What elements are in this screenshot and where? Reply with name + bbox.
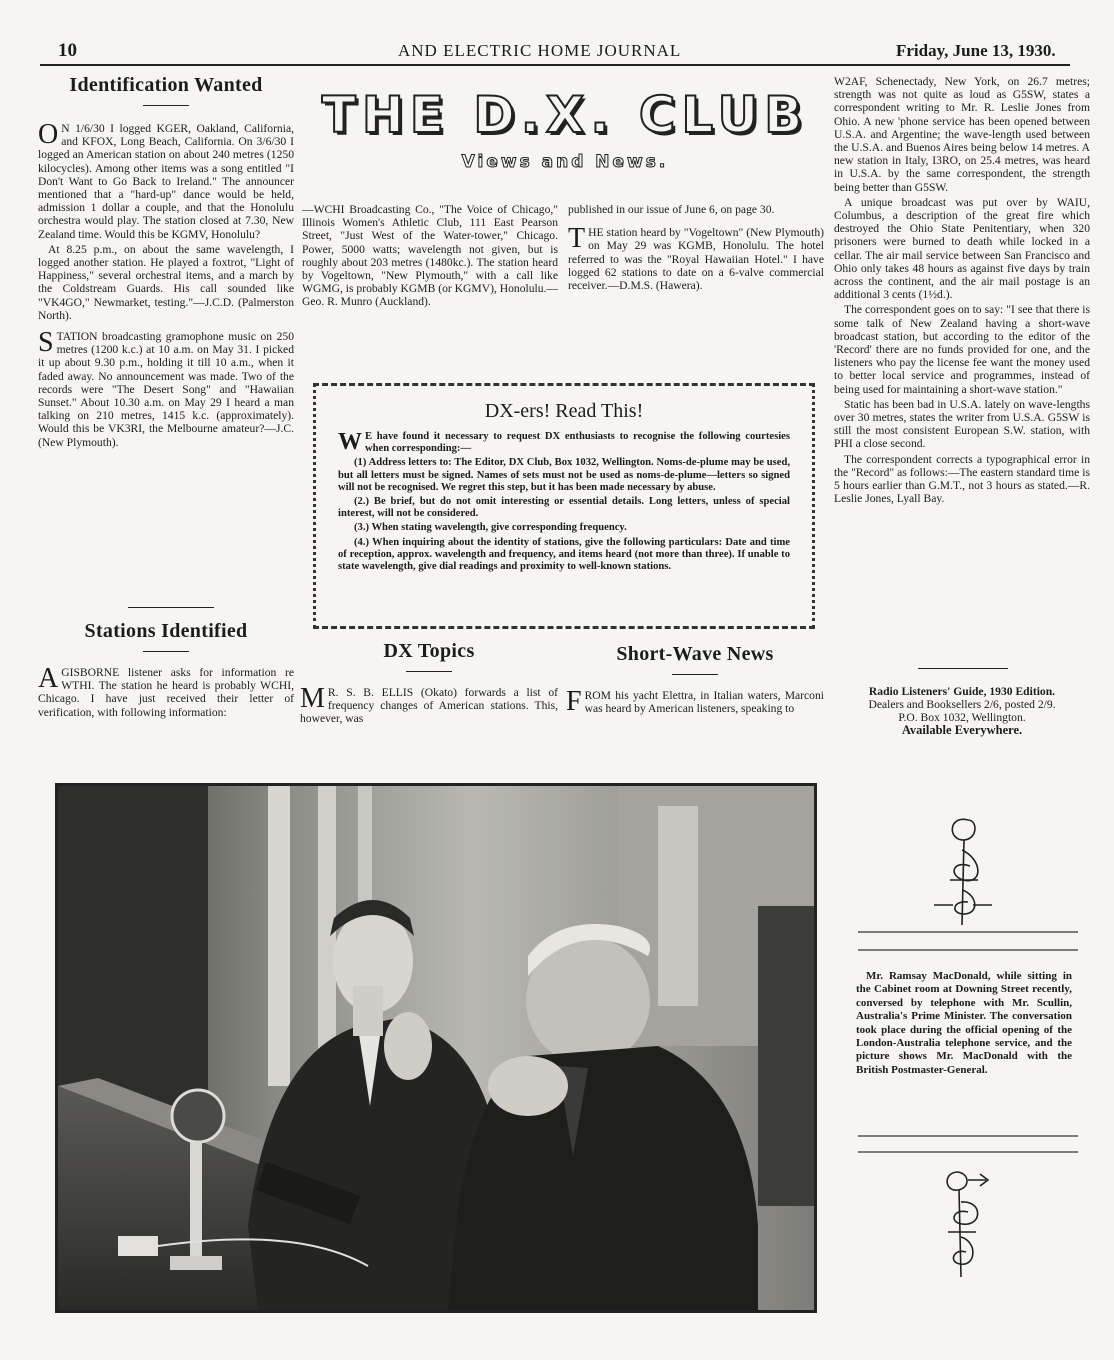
short-rule [143,105,189,106]
photo-caption: Mr. Ramsay MacDonald, while sitting in the Cabinet room at Downing Street recently, conversed by telephone with Mr. Scullin, Australia's Prime Minister. The conversation took place during the official opening of the London-Australia telephone service, and the picture shows Mr. MacDonald with the British Postmaster-General. [856,970,1072,1076]
identification-wanted-body [38,119,294,449]
article-paragraph: Static has been bad in U.S.A. lately on wave-lengths over 30 metres, states the writer from U.S.A. G5SW is still the most consistent European S.W. station, with PHI a close second. [834,397,1090,451]
macdonald-telephone-photo [55,783,817,1313]
short-wave-headline: Short-Wave News [616,643,774,665]
dx-notice-headline: DX-ers! Read This! [484,400,644,422]
journal-title: AND ELECTRIC HOME JOURNAL [398,41,682,60]
dx-notice-box [313,383,815,629]
short-rule [406,671,452,672]
header-rule [40,64,1070,66]
article-paragraph: The correspondent goes on to say: "I see that there is some talk of New Zealand having a short-wave broadcast station, but according to the editor of the 'Record' there are no funds provided for one, and the listeners who pay the license fee want the money used to better local service and programmes, instead of being used for maintaining a short-wave station." [834,303,1090,396]
notice-item: (4.) When inquiring about the identity of stations, give the following particulars: Date and time of reception, approx. wavelength and frequency, and items heard (not more than three). If unable to state wavelength, give dial readings and proximity to well-known stations. [338,536,790,573]
dx-club-masthead: THE D.X. CLUB [321,86,809,144]
page-number: 10 [58,40,77,61]
article-paragraph: The correspondent corrects a typographical error in the "Record" as follows:—The eastern standard time is 5 hours earlier than G.M.T., not 3 hours as stated.—R. Leslie Jones, Lyall Bay. [834,452,1090,506]
guide-title: Radio Listeners' Guide, 1930 Edition. [868,685,1056,698]
short-rule [672,674,718,675]
article-paragraph: W2AF, Schenectady, New York, on 26.7 metres; strength was not quite as loud as G5SW, states a correspondent writing to Mr. R. Leslie Jones from Ohio. A new 'phone service has been opened between U.S.A. and Argentine; the wave-length used between the U.S.A. and Buenos Aires being below 14 metres. A new station in Italy, I3RO, on 25.4 metres, was heard in U.S.A. by the same correspondent, the strength being better than G5SW. [834,75,1090,194]
identification-wanted-headline: Identification Wanted [69,74,263,96]
article-paragraph: ROM his yacht Elettra, in Italian waters, Marconi was heard by American listeners, speaking to [584,689,824,716]
article-paragraph: HE station heard by "Vogeltown" (New Plymouth) on May 29 was KGMB, Honolulu. The hotel referred to was the "Royal Hawaiian Hotel." I have logged 62 stations to date on a 6-valve commercial receiver.—D.M.S. (Hawera). [568,226,824,293]
article-paragraph: At 8.25 p.m., on about the same wavelength, I logged another station. He played a foxtrot, "Light of Happiness," several orchestral items, and a march by the Coldstream Guards. His call sounded like "VK4GO," Newmarket, testing."—J.C.D. (Palmerston North). [38,242,294,322]
wchi-letter-column [302,203,558,311]
listeners-guide-advert [832,685,1092,737]
drop-cap: M [300,683,325,714]
dx-topics-article [300,640,558,728]
issue-date: Friday, June 13, 1930. [896,41,1056,60]
scroll-ornament-icon [858,1132,1078,1292]
stations-identified-headline: Stations Identified [84,620,248,642]
drop-cap: T [568,223,586,255]
article-paragraph: A unique broadcast was put over by WAIU, Columbus, a description of the great fire which destroyed the Ohio State Penitentiary, when 320 prisoners were burned to death while locked in a cellar. The air mail service between San Francisco and Ohio only takes 48 hours as against five days by train across the continent, and the air mail postage is an additional 3 cents (1½d.). [834,195,1090,302]
dx-topics-headline: DX Topics [383,640,475,662]
scroll-ornament-icon [858,810,1078,960]
article-paragraph: —WCHI Broadcasting Co., "The Voice of Chicago," Illinois Women's Athletic Club, 111 East Pearson Street, "Just West of the Water-tower," Chicago. Power, 5000 watts; wavelength not given, but is roughly about 203 metres (1480kc.). The station heard by Vogeltown, "New Plymouth," with a call like WGMG, is probably KGMB (or KGMV), Honolulu.—Geo. R. Munro (Auckland). [302,203,559,309]
dx-notice-body [338,431,790,573]
hawera-letter-column [568,203,824,294]
stations-identified-body [38,663,294,719]
guide-price: Dealers and Booksellers 2/6, posted 2/9. [868,698,1056,711]
drop-cap: S [38,327,54,359]
short-rule [143,651,189,652]
notice-paragraph: E have found it necessary to request DX enthusiasts to recognise the following courtesies when corresponding:— [365,431,790,455]
notice-item: (3.) When stating wavelength, give corresponding frequency. [354,522,627,534]
notice-item: (2.) Be brief, but do not omit interesting or essential details. Long letters, unless of special interest, will not be considered. [338,496,790,520]
drop-cap: F [566,686,582,717]
guide-address: P.O. Box 1032, Wellington. [898,711,1026,724]
identification-wanted-article [38,74,294,451]
article-paragraph: N 1/6/30 I logged KGER, Oakland, California, and KFOX, Long Beach, California. On 3/6/30 I logged an American station on about 240 metres (1250 kilocycles). Among other items was a song entitled "I Don't Want to Go Back to Ireland." The announcer mentioned that a "hard-up" dance would be held, admission 1 dollar a couple, and that the Honolulu orchestra would play. The station closed at 7.30, New Zealand time. Would this be KGMV, Honolulu? [38,122,294,241]
short-wave-article [566,643,824,717]
section-rule [918,668,1008,669]
drop-cap: W [338,429,362,455]
masthead-subtitle: Views and News. [461,152,669,172]
article-paragraph: TATION broadcasting gramophone music on 250 metres (1200 k.c.) at 10 a.m. on May 31. I picked it up about 9.30 p.m., holding it till 10 a.m., when it faded away. No announcement was made. Two of the records were "The Desert Song" and "Hawaiian Sunset." About 10.30 a.m. on May 29 I heard a man talking on 210 metres, 1415 k.c. (approximately). Would this be VK3RI, the Melbourne amateur?—J.C. (New Plymouth). [38,330,294,449]
drop-cap: A [38,663,59,694]
notice-item: (1) Address letters to: The Editor, DX Club, Box 1032, Wellington. Noms-de-plume may be used, but all letters must be signed. Names of sets must not be used as noms-de-plume—letters so signed will not be recognised. We regret this step, but it has been made necessary by abuse. [338,457,790,493]
stations-identified-article [38,620,294,721]
section-rule [128,607,214,608]
article-paragraph: R. S. B. ELLIS (Okato) forwards a list of frequency changes of American stations. This, however, was [300,686,558,726]
photo-illustration [58,786,814,1310]
article-paragraph: GISBORNE listener asks for information re WTHI. The station he heard is probably WCHI, Chicago. I have just received their letter of verification, with following information: [38,666,294,719]
article-paragraph: published in our issue of June 6, on page 30. [568,203,775,216]
short-wave-continued-column [834,75,1090,508]
drop-cap: O [38,119,59,150]
guide-availability: Available Everywhere. [901,723,1023,737]
